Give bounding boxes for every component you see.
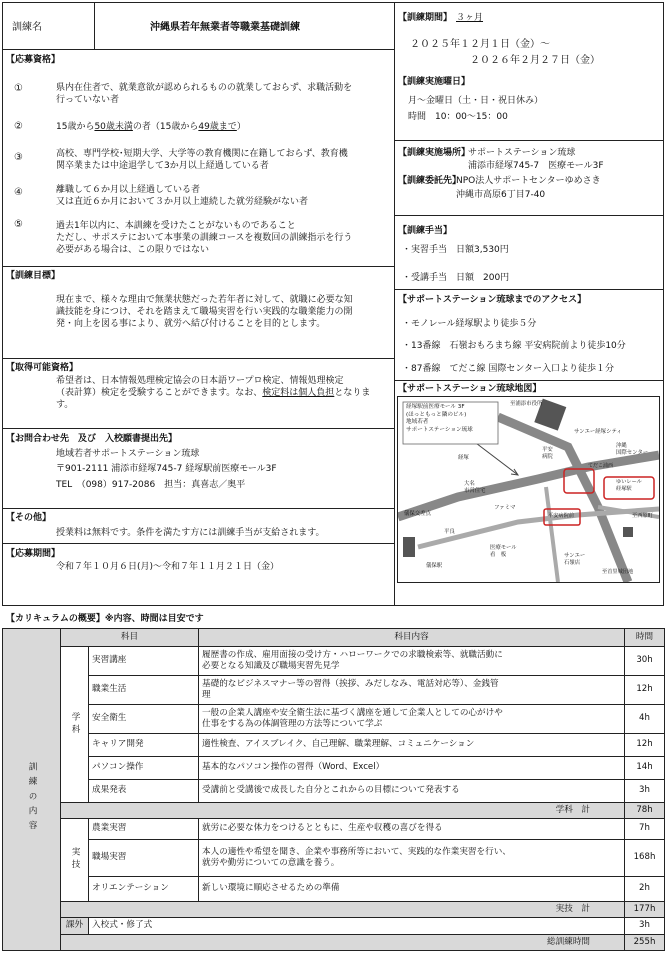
academic-total-label: 学科 計 [61,803,625,819]
subject-hours: 14h [625,757,665,780]
table-row [3,918,665,935]
eligibility-text-1: 県内在住者で、就業意欲が認められるものの就業しておらず、求職活動を 行っていない者 [56,83,353,106]
table-row [3,734,665,757]
period-duration: ３ヶ月 [456,13,484,23]
course-label: 訓練名 [12,22,42,33]
venue-org-addr: 沖縄市高原6丁目7-40 [456,190,546,200]
subject-hours: 30h [625,647,665,676]
subject-name: 実習講座 [89,647,199,676]
allowance-item-1: ・実習手当 日額3,530円 [402,245,509,255]
subject-content: 受講前と受講後で成長した自分とこれからの目標について発表する [199,780,625,803]
map-label-center: 沖縄 国際センター [616,443,649,457]
goal-text: 現在まで、様々な理由で無業状態だった若年者に対して、就職に必要な知 識技能を身につけ、それを踏まえて職場実習を行い実践的な職業能力の開 発・向上を図る事により、就労へ結び付けることを目的とします。 [56,295,353,330]
venue-org-name: NPO法人サポートセンターゆめさき [456,176,601,186]
table-row [3,819,665,840]
practical-total-row [3,902,665,918]
eligibility-text-4: 離職して６か月以上経過している者 又は直近６か月において３か月以上連続した就労経験がない者 [56,185,309,208]
venue-place-label: 【訓練実施場所】 [398,148,471,158]
grand-total-label: 総訓練時間 [61,935,625,951]
curriculum-title: 【カリキュラムの概要】※内容、時間は目安です [6,614,204,624]
access-map [397,396,660,583]
practical-total-hours: 177h [625,902,665,918]
map-note: 経塚駅前医療モール 3F (ほっともっと隣のビル) 地域若者 サポートステーション琉球 [406,404,473,433]
subject-hours: 12h [625,734,665,757]
subject-name: 職業生活 [89,676,199,705]
subject-hours: 2h [625,877,665,902]
map-label-omoro: 大名 市営住宅 [464,481,486,495]
map-label-kyozuka: 経塚 [458,455,469,461]
qualification-title: 【取得可能資格】 [6,363,79,373]
subject-name: 職場実習 [89,840,199,877]
subject-hours: 4h [625,705,665,734]
subject-name: オリエンテーション [89,877,199,902]
subject-content: 基礎的なビジネスマナー等の習得（挨拶、みだしなみ、電話対応等）、金銭管 理 [199,676,625,705]
period-end: ２０２６年２月２７日（金） [470,55,600,66]
schedule-hours: 時間 10：00～15：00 [408,112,508,122]
subject-hours: 7h [625,819,665,840]
eligibility-title: 【応募資格】 [6,55,61,65]
table-header-subject: 科目 [61,629,199,647]
application-text: 令和７年１０月６日(月)～令和７年１１月２１日（金） [56,562,280,572]
period-start: ２０２５年１２月１日（金）～ [410,39,550,50]
schedule-days: 月～金曜日（土・日・祝日休み） [408,96,544,106]
qualification-text: 希望者は、日本情報処理検定協会の日本語ワープロ検定、情報処理検定 （表計算）検定を受験することができます。なお、検定料は個人負担となりま す。 [56,376,371,411]
grand-total-row [3,935,665,951]
table-header-row [3,629,665,647]
venue-place-name: サポートステーション琉球 [468,148,576,158]
contact-address: 〒901-2111 浦添市経塚745-7 経塚駅前医療モール3F [56,464,277,474]
subject-hours: 168h [625,840,665,877]
eligibility-num-5: ⑤ [14,219,23,230]
allowance-item-2: ・受講手当 日額 200円 [402,273,510,283]
academic-label: 学科 [61,647,89,803]
table-row [3,757,665,780]
subject-content: 一般の企業人講座や安全衛生法に基づく講座を通して企業人としての心がけや 仕事をする為の体調管理の方法等について学ぶ [199,705,625,734]
building-icon [623,527,633,537]
course-title: 沖縄県若年無業者等職業基礎訓練 [150,22,300,33]
map-label-gibo: 儀保駅 [426,563,443,569]
extra-label: 課外 [61,918,89,935]
access-title: 【サポートステーション琉球までのアクセス】 [398,295,587,305]
access-item-3: ・87番線 てだこ線 国際センター入口より徒歩１分 [402,364,614,374]
practical-total-label: 実技 計 [61,902,625,918]
eligibility-num-4: ④ [14,187,23,198]
contact-title: 【お問合わせ先 及び 入校願書提出先】 [6,434,178,444]
map-label-medical: 医療モール 看 板 [490,545,517,559]
subject-hours: 3h [625,780,665,803]
subject-name: パソコン操作 [89,757,199,780]
eligibility-num-2: ② [14,121,23,132]
map-label-heian-front: 平安病院前 [548,513,574,519]
table-row [3,780,665,803]
building-icon [403,537,415,557]
subject-content: 基本的なパソコン操作の習得（Word、Excel） [199,757,625,780]
table-row [3,647,665,676]
application-title: 【応募期間】 [6,549,61,559]
map-label-tedako: てだこ浦西 [588,463,614,469]
schedule-title: 【訓練実施曜日】 [398,77,471,87]
academic-total-hours: 78h [625,803,665,819]
eligibility-text-5: 過去1年以内に、本訓練を受けたことがないものであること ただし、サポステにおいて本事業の訓練コースを複数回の訓練指示を行う 必要がある場合は、この限りではない [56,221,353,256]
extra-hours: 3h [625,918,665,935]
subject-hours: 12h [625,676,665,705]
subject-name: 農業実習 [89,819,199,840]
map-label-shuri2: 至首里城団地 [602,569,634,575]
map-title: 【サポートステーション琉球地図】 [398,384,542,394]
extra-name: 入校式・修了式 [89,918,625,935]
table-row [3,676,665,705]
venue-place-addr: 浦添市経塚745-7 医療モール3F [468,161,604,171]
academic-total-row [3,803,665,819]
subject-name: キャリア開発 [89,734,199,757]
table-row [3,705,665,734]
subject-content: 就労に必要な体力をつけるとともに、生産や収穫の喜びを得る [199,819,625,840]
grand-total-hours: 255h [625,935,665,951]
map-label-sanei2: サンエー 石嶺店 [564,553,586,567]
curriculum-table [2,628,665,951]
training-content-label: 訓練の内容 [3,647,61,951]
access-item-1: ・モノレール経塚駅より徒歩５分 [402,319,537,329]
map-label-family: ファミマ [494,505,516,511]
practical-label: 実技 [61,819,89,902]
eligibility-text-3: 高校、専門学校･短期大学、大学等の教育機関に在籍しておらず、教育機 関卒業または中途退学して3か月以上経過している者 [56,149,348,172]
subject-content: 本人の適性や希望を聞き、企業や事務所等において、実践的な作業実習を行い、 就労や勤労についての意識を養う。 [199,840,625,877]
table-header-content: 科目内容 [199,629,625,647]
subject-content: 適性検査、アイスブレイク、自己理解、職業理解、コミュニケーション [199,734,625,757]
subject-content: 履歴書の作成、雇用面接の受け方・ハローワークでの求職検索等、就職活動に 必要となる知識及び職場実習先見学 [199,647,625,676]
other-text: 授業料は無料です。条件を満たす方には訓練手当が支給されます。 [56,528,325,538]
other-title: 【その他】 [6,513,52,523]
subject-content: 新しい環境に順応させるための準備 [199,877,625,902]
map-label-kishoku: 儀保交差点 [404,511,431,517]
table-row [3,877,665,902]
period-title: 【訓練期間】 [398,13,453,23]
eligibility-text-2: 15歳から50歳未満の者（15歳から49歳まで） [56,122,246,132]
map-label-heian2: 平良 [444,529,455,535]
subject-name: 成果発表 [89,780,199,803]
eligibility-num-3: ③ [14,152,23,163]
map-label-expressway: 至浦添市役所 [510,401,543,407]
eligibility-num-1: ① [14,83,23,94]
subject-name: 安全衛生 [89,705,199,734]
table-header-blank [3,629,61,647]
table-header-hours: 時間 [625,629,665,647]
table-row [3,840,665,877]
map-label-shuri: 至西原町 [632,513,653,519]
contact-tel: TEL （098）917-2086 担当：真喜志／奥平 [56,480,246,490]
map-label-hospital: 平安 病院 [542,447,553,461]
goal-title: 【訓練目標】 [6,271,61,281]
access-item-2: ・13番線 石嶺おもろまち線 平安病院前より徒歩10分 [402,341,626,351]
allowance-title: 【訓練手当】 [398,226,453,236]
map-label-yui: ゆいレール 経塚駅 [616,479,642,493]
venue-org-label: 【訓練委託先】 [398,176,462,186]
map-label-sanei: サンエー経塚シティ [574,429,622,435]
contact-org: 地域若者サポートステーション琉球 [56,449,200,459]
